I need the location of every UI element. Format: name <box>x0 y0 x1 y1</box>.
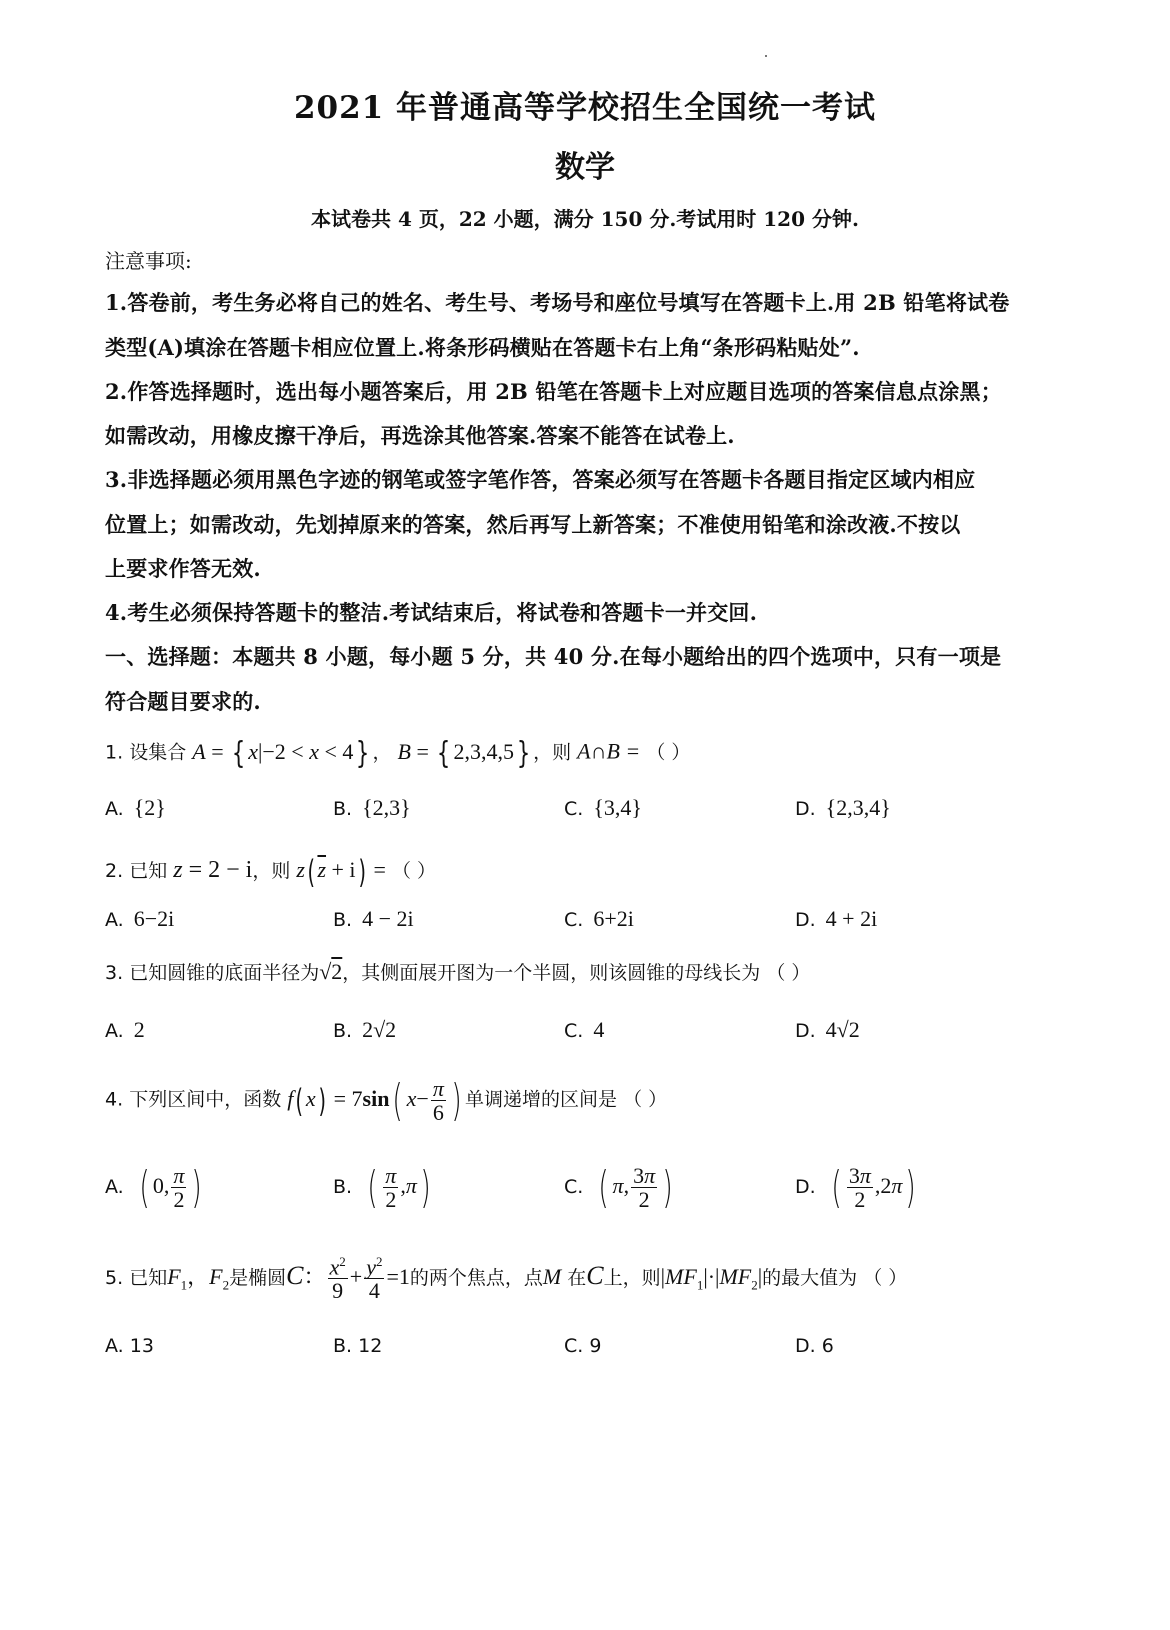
answer-blank[interactable]: （ ） <box>623 1088 668 1111</box>
answer-blank[interactable]: （ ） <box>863 1266 908 1289</box>
option-1b[interactable]: B. {2,3} <box>333 795 411 820</box>
option-4a[interactable]: A. ( 0, $\frac{\pi}{2}$ ) <box>105 1162 203 1213</box>
radius-expr: √2 <box>319 959 343 984</box>
option-5a[interactable]: A. 13 <box>105 1335 154 1357</box>
option-4d[interactable]: D. ( $\frac{3\pi}{2}$ ,2π) <box>795 1162 917 1213</box>
option-1c[interactable]: C. {3,4} <box>564 795 642 820</box>
conjugate-expr: z( $\overline{z} + i$) = <box>296 853 386 891</box>
option-2d[interactable]: D. 4 + 2i <box>795 906 878 931</box>
option-2b[interactable]: B. 4 − 2i <box>333 906 414 931</box>
option-2a[interactable]: A. 6−2i <box>105 906 175 931</box>
notice-line: 1.答卷前，考生务必将自己的姓名、考生号、考场号和座位号填写在答题卡上.用 2B 铅笔将试卷 <box>105 290 1010 315</box>
option-3b[interactable]: B. 2√2 <box>333 1017 397 1042</box>
ellipse-expr: C： $\frac{x^2}{9}$ + $\frac{y^2}{4}$ =1 <box>286 1254 410 1304</box>
notice-line: 如需改动，用橡皮擦干净后，再选涂其他答案.答案不能答在试卷上. <box>105 423 735 448</box>
option-5b[interactable]: B. 12 <box>333 1335 383 1357</box>
given-expr: z = 2 − i <box>173 857 253 884</box>
set-a-expr: A = { x|−2 < x < 4} <box>192 736 370 771</box>
option-3a[interactable]: A. 2 <box>105 1017 145 1042</box>
option-5c[interactable]: C. 9 <box>564 1335 602 1357</box>
function-expr: f( x) = 7sin( x− $\frac{\pi}{6}$ ) <box>287 1075 462 1126</box>
notice-line: 类型(A)填涂在答题卡相应位置上.将条形码横贴在答题卡右上角“条形码粘贴处”. <box>105 335 860 360</box>
option-4c[interactable]: C. ( π, $\frac{3\pi}{2}$ ) <box>564 1162 673 1213</box>
option-2c[interactable]: C. 6+2i <box>564 906 634 931</box>
question-1: 1. 设集合 A = { x|−2 < x < 4} ， B = { 2,3,4,5} ，则 A∩B = （ ） <box>105 736 691 771</box>
answer-blank[interactable]: （ ） <box>392 860 437 883</box>
question-3: 3. 已知圆锥的底面半径为√2，其侧面展开图为一个半圆，则该圆锥的母线长为 （ ） <box>105 959 811 984</box>
scan-speck <box>765 55 767 57</box>
set-b-expr: B = { 2,3,4,5} <box>397 736 531 771</box>
answer-blank[interactable]: （ ） <box>766 962 811 984</box>
notice-line: 上要求作答无效. <box>105 556 261 581</box>
option-1d[interactable]: D. {2,3,4} <box>795 795 891 820</box>
exam-subject: 数学 <box>555 150 615 185</box>
notice-line: 2.作答选择题时，选出每小题答案后，用 2B 铅笔在答题卡上对应题目选项的答案信息点涂黑； <box>105 379 1002 404</box>
notice-line: 位置上；如需改动，先划掉原来的答案，然后再写上新答案；不准使用铅笔和涂改液.不按以 <box>105 512 961 537</box>
exam-title: 2021 年普通高等学校招生全国统一考试 <box>293 90 877 126</box>
notice-line: 3.非选择题必须用黑色字迹的钢笔或签字笔作答，答案必须写在答题卡各题目指定区域内相应 <box>105 467 976 492</box>
question-5: 5. 已知$F_1$，$F_2$是椭圆C： $\frac{x^2}{9}$ + $\frac{y^2}{4}$ =1的两个焦点，点M 在C上，则$|MF_1|\cdot|MF_2|$的最大值为 （ ） <box>105 1254 908 1304</box>
product-expr: $|MF_1|\cdot|MF_2|$ <box>660 1263 763 1293</box>
section-heading: 一、选择题：本题共 8 小题，每小题 5 分，共 40 分.在每小题给出的四个选项中，只有一项是 <box>105 644 1002 669</box>
question-2: 2. 已知 z = 2 − i，则 z( $\overline{z} + i$) = （ ） <box>105 853 437 891</box>
option-5d[interactable]: D. 6 <box>795 1335 834 1357</box>
option-3c[interactable]: C. 4 <box>564 1017 605 1042</box>
answer-blank[interactable]: （ ） <box>646 741 691 764</box>
intersection-expr: A∩B = <box>577 738 641 764</box>
section-heading-cont: 符合题目要求的. <box>105 689 261 714</box>
option-3d[interactable]: D. 4√2 <box>795 1017 860 1042</box>
option-4b[interactable]: B. ( $\frac{\pi}{2}$ ,π) <box>333 1162 431 1213</box>
notice-line: 4.考生必须保持答题卡的整洁.考试结束后，将试卷和答题卡一并交回. <box>105 600 758 625</box>
notice-heading: 注意事项: <box>105 249 192 273</box>
exam-info: 本试卷共 4 页，22 小题，满分 150 分.考试用时 120 分钟. <box>311 207 859 231</box>
foci-expr: $F_1$，$F_2$ <box>167 1263 230 1293</box>
question-4: 4. 下列区间中，函数 f( x) = 7sin( x− $\frac{\pi}{6}$ ) 单调递增的区间是 （ ） <box>105 1075 668 1126</box>
option-1a[interactable]: A. {2} <box>105 795 166 820</box>
